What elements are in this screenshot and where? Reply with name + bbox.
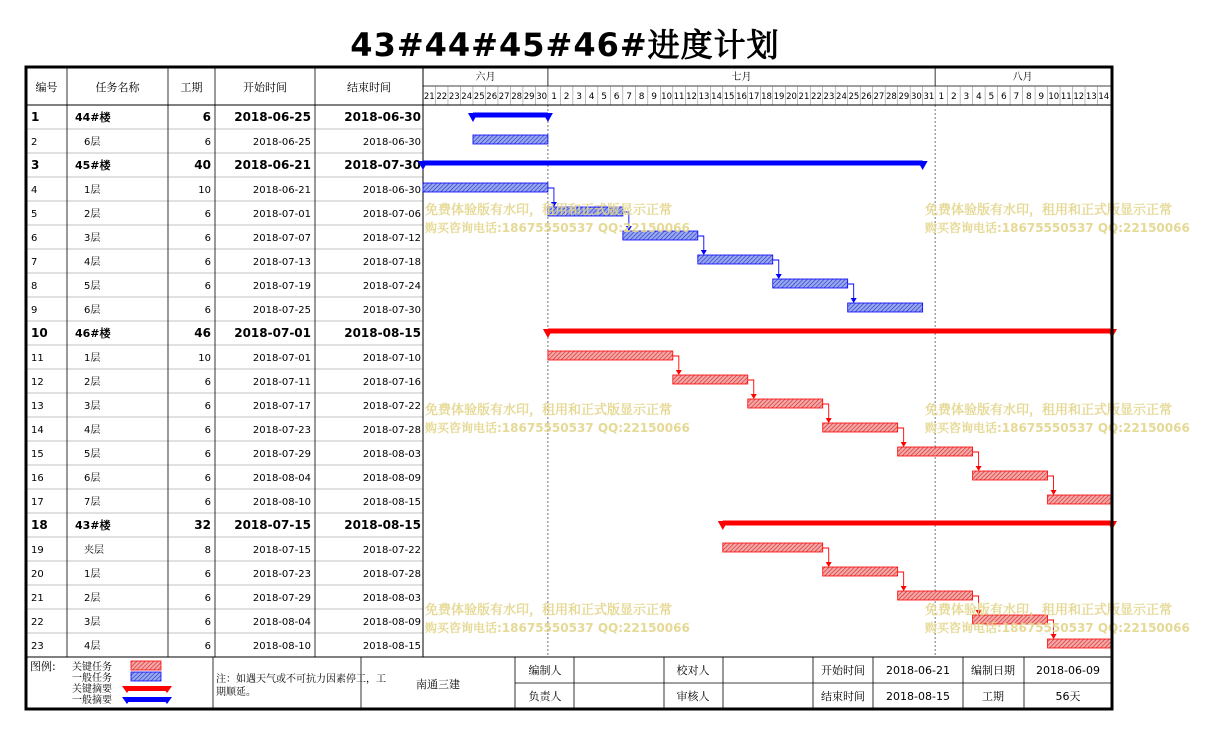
column-header: 工期 (180, 81, 203, 94)
dependency-arrowhead (826, 418, 832, 423)
legend-swatch (126, 686, 168, 691)
day-label: 29 (523, 92, 535, 102)
task-duration: 10 (198, 185, 211, 196)
day-label: 25 (848, 92, 860, 102)
day-label: 6 (1000, 92, 1007, 102)
dependency-arrowhead (976, 466, 982, 471)
task-end: 2018-08-15 (362, 497, 421, 508)
task-bar (748, 399, 823, 408)
task-name: 1层 (84, 569, 101, 580)
column-header: 编号 (35, 81, 58, 94)
dependency-arrowhead (1051, 490, 1057, 495)
task-start: 2018-08-10 (252, 641, 311, 652)
day-label: 11 (673, 92, 685, 102)
day-label: 21 (423, 92, 435, 102)
legend-item-label: 关键摘要 (72, 684, 112, 695)
task-id: 14 (31, 425, 44, 436)
day-label: 4 (975, 92, 982, 102)
task-duration: 6 (204, 137, 211, 148)
footer-company: 南通三建 (416, 678, 460, 691)
task-name: 46#楼 (75, 327, 111, 340)
legend-swatch (126, 697, 168, 702)
footer-cell: 编制人 (528, 664, 562, 677)
task-id: 19 (31, 545, 44, 556)
watermark-text: 免费体验版有水印，租用和正式版显示正常 (925, 203, 1173, 218)
dependency-link (673, 356, 679, 371)
task-id: 15 (31, 449, 44, 460)
dependency-link (1048, 476, 1054, 491)
column-header: 任务名称 (95, 81, 140, 94)
footer-cell: 2018-06-21 (886, 664, 950, 677)
legend-label: 图例: (30, 660, 56, 673)
watermark-contact: 购买咨询电话:18675550537 QQ:22150066 (925, 221, 1190, 235)
task-name: 2层 (84, 377, 101, 388)
task-duration: 6 (204, 377, 211, 388)
task-name: 5层 (84, 281, 101, 292)
task-id: 11 (31, 353, 44, 364)
footer-cell: 2018-06-09 (1036, 664, 1100, 677)
task-name: 1层 (84, 185, 101, 196)
day-label: 8 (638, 92, 645, 102)
day-label: 3 (963, 92, 970, 102)
day-label: 12 (686, 92, 697, 102)
task-duration: 6 (202, 110, 211, 124)
dependency-link (848, 284, 854, 299)
task-end: 2018-07-18 (362, 257, 421, 268)
task-id: 4 (31, 185, 38, 196)
task-id: 17 (31, 497, 44, 508)
footer-cell: 校对人 (676, 664, 710, 677)
task-name: 7层 (84, 497, 101, 508)
task-start: 2018-08-10 (252, 497, 311, 508)
task-id: 23 (31, 641, 44, 652)
day-label: 25 (473, 92, 485, 102)
task-duration: 6 (204, 449, 211, 460)
footer-cell: 负责人 (528, 690, 562, 703)
task-start: 2018-08-04 (252, 617, 311, 628)
day-label: 28 (511, 92, 523, 102)
task-id: 3 (31, 158, 40, 172)
watermark-contact: 购买咨询电话:18675550537 QQ:22150066 (425, 221, 690, 235)
dependency-link (898, 428, 904, 443)
day-label: 27 (873, 92, 885, 102)
dependency-arrowhead (751, 394, 757, 399)
task-end: 2018-07-30 (362, 305, 421, 316)
task-name: 6层 (84, 137, 101, 148)
watermark-text: 免费体验版有水印，租用和正式版显示正常 (425, 403, 673, 418)
dependency-arrowhead (776, 274, 782, 279)
task-id: 8 (31, 281, 38, 292)
month-label: 八月 (1012, 72, 1033, 83)
day-label: 9 (651, 92, 657, 102)
task-start: 2018-07-01 (252, 353, 311, 364)
footer-cell: 编制日期 (971, 664, 1015, 677)
day-label: 13 (1085, 92, 1097, 102)
task-duration: 6 (204, 473, 211, 484)
task-start: 2018-07-01 (252, 209, 311, 220)
task-name: 3层 (84, 617, 101, 628)
day-label: 10 (661, 92, 672, 102)
day-label: 5 (601, 92, 607, 102)
task-start: 2018-07-25 (252, 305, 311, 316)
dependency-link (823, 404, 829, 419)
footer-cell: 工期 (982, 690, 1004, 703)
watermark-text: 免费体验版有水印，租用和正式版显示正常 (925, 603, 1173, 618)
watermark-text: 免费体验版有水印，租用和正式版显示正常 (925, 403, 1173, 418)
task-duration: 8 (204, 545, 211, 556)
task-end: 2018-07-16 (362, 377, 421, 388)
task-bar (1048, 495, 1112, 504)
task-start: 2018-06-21 (252, 185, 311, 196)
dependency-arrowhead (901, 586, 907, 591)
dependency-link (898, 572, 904, 587)
task-name: 45#楼 (75, 159, 111, 172)
task-id: 1 (31, 110, 40, 124)
month-label: 六月 (475, 72, 496, 83)
day-label: 26 (861, 92, 872, 102)
task-end: 2018-06-30 (344, 110, 421, 124)
day-label: 10 (1048, 92, 1060, 102)
task-duration: 6 (204, 281, 211, 292)
day-label: 30 (536, 92, 548, 102)
summary-bar (423, 161, 923, 166)
task-bar (1048, 639, 1112, 648)
day-label: 2 (950, 92, 957, 102)
task-bar (898, 447, 973, 456)
task-end: 2018-06-30 (362, 185, 421, 196)
dependency-link (823, 548, 829, 563)
summary-bar (723, 521, 1112, 526)
day-label: 24 (836, 92, 847, 102)
dependency-link (548, 188, 554, 203)
day-label: 29 (898, 92, 910, 102)
watermark-text: 免费体验版有水印，租用和正式版显示正常 (425, 603, 673, 618)
task-id: 5 (31, 209, 38, 220)
day-label: 23 (823, 92, 835, 102)
dependency-arrowhead (901, 442, 907, 447)
legend-swatch (131, 661, 161, 670)
task-name: 2层 (84, 593, 101, 604)
task-end: 2018-07-06 (362, 209, 421, 220)
task-duration: 40 (194, 158, 211, 172)
task-start: 2018-08-04 (252, 473, 311, 484)
task-duration: 10 (198, 353, 211, 364)
watermark-contact: 购买咨询电话:18675550537 QQ:22150066 (925, 421, 1190, 435)
legend-item-label: 一般摘要 (72, 695, 112, 706)
task-id: 21 (31, 593, 44, 604)
day-label: 30 (910, 92, 922, 102)
task-id: 12 (31, 377, 44, 388)
day-label: 17 (748, 92, 760, 102)
day-label: 16 (736, 92, 747, 102)
task-end: 2018-08-15 (344, 326, 421, 340)
task-end: 2018-08-09 (362, 473, 421, 484)
page-title: 43#44#45#46#进度计划 (350, 26, 780, 64)
footer-cell: 结束时间 (821, 690, 865, 703)
day-label: 3 (576, 92, 583, 102)
task-duration: 46 (194, 326, 211, 340)
day-label: 15 (723, 92, 735, 102)
task-name: 3层 (84, 401, 101, 412)
task-name: 4层 (84, 257, 101, 268)
task-duration: 6 (204, 617, 211, 628)
task-start: 2018-07-07 (252, 233, 311, 244)
dependency-link (773, 260, 779, 275)
task-duration: 32 (194, 518, 211, 532)
watermark-contact: 购买咨询电话:18675550537 QQ:22150066 (425, 421, 690, 435)
watermark-text: 免费体验版有水印，租用和正式版显示正常 (425, 203, 673, 218)
task-bar (773, 279, 848, 288)
day-label: 24 (461, 92, 473, 102)
task-start: 2018-06-21 (234, 158, 311, 172)
task-bar (698, 255, 773, 264)
dependency-arrowhead (676, 370, 682, 375)
task-name: 5层 (84, 449, 101, 460)
task-id: 18 (31, 518, 48, 532)
task-end: 2018-07-28 (362, 425, 421, 436)
task-id: 6 (31, 233, 38, 244)
day-label: 28 (885, 92, 897, 102)
task-duration: 6 (204, 401, 211, 412)
watermark-contact: 购买咨询电话:18675550537 QQ:22150066 (425, 621, 690, 635)
task-duration: 6 (204, 209, 211, 220)
column-header: 开始时间 (243, 81, 287, 94)
task-end: 2018-07-28 (362, 569, 421, 580)
task-bar (673, 375, 748, 384)
day-label: 12 (1073, 92, 1085, 102)
task-end: 2018-07-22 (362, 401, 421, 412)
day-label: 22 (811, 92, 822, 102)
task-end: 2018-07-10 (362, 353, 421, 364)
task-id: 9 (31, 305, 38, 316)
task-end: 2018-08-15 (344, 518, 421, 532)
day-label: 5 (988, 92, 995, 102)
task-id: 22 (31, 617, 44, 628)
day-label: 8 (1025, 92, 1032, 102)
dependency-arrowhead (701, 250, 707, 255)
day-label: 14 (1098, 92, 1110, 102)
task-start: 2018-07-15 (252, 545, 311, 556)
task-name: 43#楼 (75, 519, 111, 532)
footer-cell: 56天 (1055, 690, 1081, 703)
day-label: 21 (798, 92, 810, 102)
day-label: 7 (1013, 92, 1020, 102)
task-start: 2018-07-13 (252, 257, 311, 268)
task-name: 4层 (84, 641, 101, 652)
dependency-link (973, 452, 979, 467)
footer-cell: 开始时间 (821, 664, 865, 677)
task-name: 4层 (84, 425, 101, 436)
task-id: 2 (31, 137, 38, 148)
summary-bar (473, 113, 548, 118)
day-label: 6 (613, 92, 620, 102)
task-end: 2018-07-24 (362, 281, 421, 292)
day-label: 18 (761, 92, 772, 102)
task-start: 2018-07-19 (252, 281, 311, 292)
task-start: 2018-06-25 (234, 110, 311, 124)
task-start: 2018-07-11 (252, 377, 311, 388)
task-name: 44#楼 (75, 111, 111, 124)
task-name: 2层 (84, 209, 101, 220)
day-label: 1 (938, 92, 945, 102)
task-duration: 6 (204, 641, 211, 652)
day-label: 23 (448, 92, 460, 102)
task-start: 2018-07-23 (252, 569, 311, 580)
day-label: 27 (498, 92, 510, 102)
day-label: 22 (436, 92, 448, 102)
day-label: 2 (563, 92, 570, 102)
task-end: 2018-07-30 (344, 158, 421, 172)
task-end: 2018-08-15 (362, 641, 421, 652)
task-end: 2018-08-03 (362, 593, 421, 604)
footer-note-line1: 注：如遇天气或不可抗力因素停工，工 (216, 674, 386, 685)
task-name: 6层 (84, 305, 101, 316)
task-id: 13 (31, 401, 44, 412)
task-bar (548, 351, 673, 360)
task-duration: 6 (204, 569, 211, 580)
dependency-arrowhead (851, 298, 857, 303)
task-start: 2018-07-01 (234, 326, 311, 340)
day-label: 20 (786, 92, 797, 102)
task-start: 2018-07-15 (234, 518, 311, 532)
task-id: 20 (31, 569, 44, 580)
dependency-link (748, 380, 754, 395)
task-start: 2018-07-17 (252, 401, 311, 412)
task-name: 3层 (84, 233, 101, 244)
task-name: 6层 (84, 473, 101, 484)
task-start: 2018-07-29 (252, 449, 311, 460)
task-duration: 6 (204, 305, 211, 316)
day-label: 19 (773, 92, 785, 102)
task-end: 2018-08-03 (362, 449, 421, 460)
task-bar (898, 591, 973, 600)
task-bar (823, 567, 898, 576)
dependency-link (698, 236, 704, 251)
task-end: 2018-06-30 (362, 137, 421, 148)
task-bar (723, 543, 823, 552)
task-bar (848, 303, 923, 312)
task-end: 2018-07-22 (362, 545, 421, 556)
day-label: 13 (698, 92, 710, 102)
column-header: 结束时间 (347, 81, 391, 94)
day-label: 1 (551, 92, 558, 102)
task-duration: 6 (204, 593, 211, 604)
task-duration: 6 (204, 497, 211, 508)
day-label: 7 (626, 92, 632, 102)
summary-bar (548, 329, 1112, 334)
task-start: 2018-07-23 (252, 425, 311, 436)
task-end: 2018-08-09 (362, 617, 421, 628)
dependency-arrowhead (826, 562, 832, 567)
footer-cell: 2018-08-15 (886, 690, 950, 703)
legend-item-label: 一般任务 (72, 673, 112, 684)
legend-item-label: 关键任务 (72, 662, 112, 673)
task-end: 2018-07-12 (362, 233, 421, 244)
day-label: 26 (486, 92, 498, 102)
day-label: 11 (1060, 92, 1072, 102)
day-label: 31 (923, 92, 935, 102)
task-duration: 6 (204, 425, 211, 436)
task-bar (473, 135, 548, 144)
task-bar (973, 471, 1048, 480)
task-name: 1层 (84, 353, 101, 364)
task-id: 10 (31, 326, 48, 340)
watermark-contact: 购买咨询电话:18675550537 QQ:22150066 (925, 621, 1190, 635)
legend-swatch (131, 672, 161, 681)
footer-note-line2: 期顺延。 (216, 687, 256, 698)
task-bar (423, 183, 548, 192)
task-name: 夹层 (84, 545, 104, 556)
task-start: 2018-06-25 (252, 137, 311, 148)
task-id: 16 (31, 473, 44, 484)
day-label: 14 (711, 92, 722, 102)
day-label: 4 (588, 92, 595, 102)
footer-cell: 审核人 (676, 690, 710, 703)
month-label: 七月 (731, 72, 752, 83)
task-id: 7 (31, 257, 38, 268)
day-label: 9 (1038, 92, 1045, 102)
task-duration: 6 (204, 257, 211, 268)
task-duration: 6 (204, 233, 211, 244)
task-start: 2018-07-29 (252, 593, 311, 604)
task-bar (823, 423, 898, 432)
